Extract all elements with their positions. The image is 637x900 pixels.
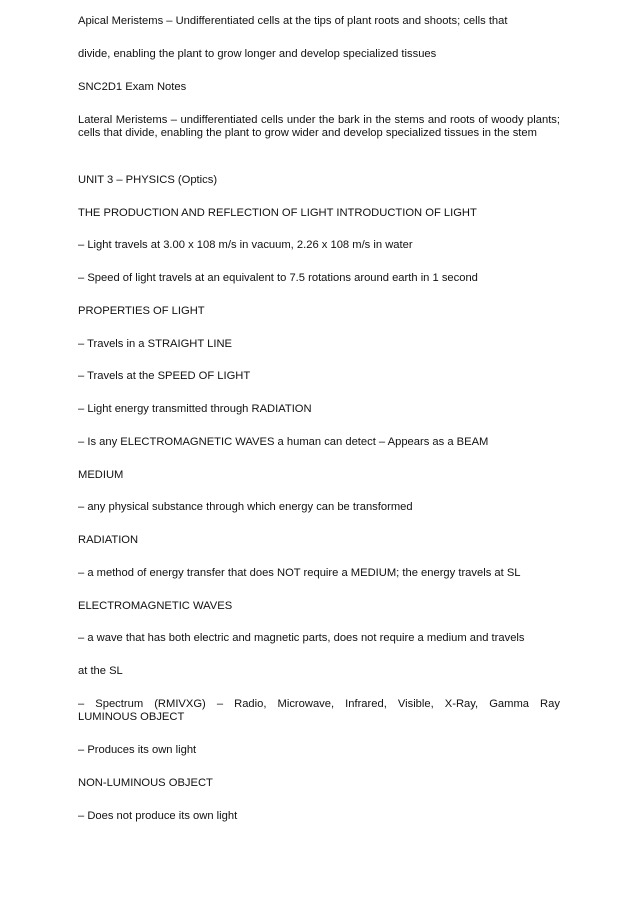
- speed-line-1: – Light travels at 3.00 x 108 m/s in vacuum, 2.26 x 108 m/s in water: [78, 239, 413, 251]
- spectrum-word: Infrared,: [345, 698, 387, 710]
- luminous-heading: LUMINOUS OBJECT: [78, 711, 185, 723]
- spectrum-line: [78, 698, 560, 711]
- radiation-transmit-item: – Light energy transmitted through RADIATION: [78, 403, 312, 415]
- medium-heading: MEDIUM: [78, 469, 124, 481]
- luminous-definition: – Produces its own light: [78, 744, 197, 756]
- em-definition-1: – a wave that has both electric and magnetic parts, does not require a medium and travels: [78, 632, 525, 644]
- spectrum-word: –: [78, 698, 85, 710]
- spectrum-word: –: [216, 698, 224, 710]
- non-luminous-heading: NON-LUMINOUS OBJECT: [78, 777, 213, 789]
- apical-line-2: divide, enabling the plant to grow longer and develop specialized tissues: [78, 48, 437, 60]
- radiation-heading: RADIATION: [78, 534, 139, 546]
- em-detect-item: – Is any ELECTROMAGNETIC WAVES a human can detect – Appears as a BEAM: [78, 436, 489, 448]
- apical-line-1: Apical Meristems – Undifferentiated cells at the tips of plant roots and shoots; cells that: [78, 15, 508, 27]
- production-heading: THE PRODUCTION AND REFLECTION OF LIGHT INTRODUCTION OF LIGHT: [78, 207, 477, 219]
- page-header: SNC2D1 Exam Notes: [78, 81, 187, 93]
- radiation-definition: – a method of energy transfer that does NOT require a MEDIUM; the energy travels at SL: [78, 567, 521, 579]
- spectrum-word: Spectrum: [95, 698, 144, 710]
- properties-heading: PROPERTIES OF LIGHT: [78, 305, 205, 317]
- em-definition-2: at the SL: [78, 665, 123, 677]
- spectrum-word: Radio,: [234, 698, 267, 710]
- spectrum-word: Gamma: [489, 698, 529, 710]
- lateral-meristems-paragraph: Lateral Meristems – undifferentiated cells under the bark in the stems and roots of woody plants; cells that divide, enabling the plant to grow wider and develop specialized tissues in the stem: [78, 114, 560, 139]
- spectrum-word: X-Ray,: [444, 698, 479, 710]
- non-luminous-definition: – Does not produce its own light: [78, 810, 238, 822]
- em-waves-heading: ELECTROMAGNETIC WAVES: [78, 600, 233, 612]
- spectrum-word: Visible,: [397, 698, 434, 710]
- spectrum-word: (RMIVXG): [154, 698, 206, 710]
- spectrum-word: Microwave,: [277, 698, 335, 710]
- straight-line-item: – Travels in a STRAIGHT LINE: [78, 338, 232, 350]
- unit-heading: UNIT 3 – PHYSICS (Optics): [78, 174, 218, 186]
- spectrum-word: Ray: [540, 698, 560, 710]
- speed-of-light-item: – Travels at the SPEED OF LIGHT: [78, 370, 251, 382]
- medium-definition: – any physical substance through which energy can be transformed: [78, 501, 413, 513]
- speed-line-2: – Speed of light travels at an equivalent to 7.5 rotations around earth in 1 second: [78, 272, 478, 284]
